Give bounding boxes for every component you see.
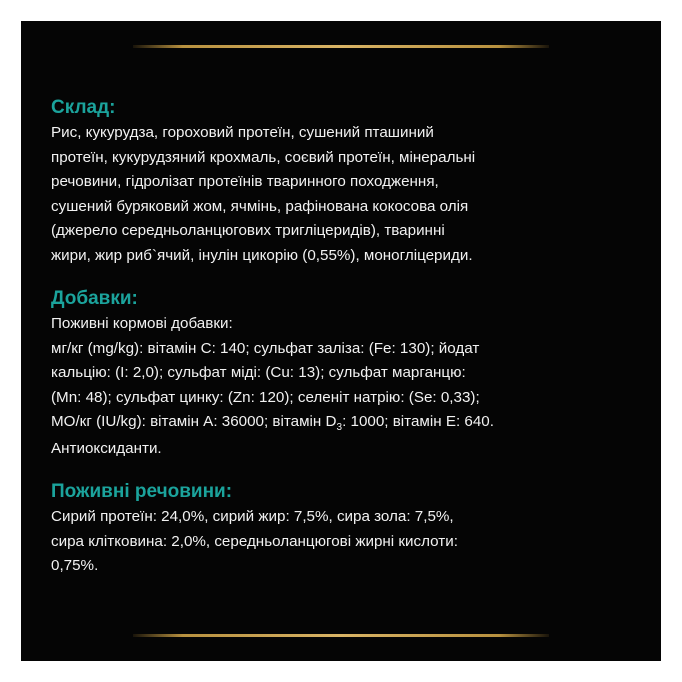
nutrients-title: Поживні речовини: [51, 481, 233, 502]
composition-line: (джерело середньоланцюгових тригліцеридів), тваринні [51, 222, 445, 239]
composition-line: Рис, кукурудза, гороховий протеїн, сушений пташиний [51, 124, 434, 141]
vitamins-text-start: МО/кг (IU/kg): вітамін А: 36000; вітамін D [51, 413, 337, 430]
nutrients-line: Сирий протеїн: 24,0%, сирий жир: 7,5%, сира зола: 7,5%, [51, 508, 454, 525]
vitamins-text-end: : 1000; вітамін Е: 640. [342, 413, 494, 430]
additives-text [51, 312, 621, 461]
additives-title: Добавки: [51, 288, 138, 309]
composition-line: протеїн, кукурудзяний крохмаль, соєвий протеїн, мінеральні [51, 148, 476, 166]
composition-text [51, 121, 621, 268]
composition-line: речовини, гідролізат протеїнів тваринного походження, [51, 173, 439, 190]
additives-line: кальцію: (I: 2,0); сульфат міді: (Cu: 13); сульфат марганцю: [51, 364, 466, 381]
composition-line: жири, жир риб`ячий, інулін цикорію (0,55%), моногліцериди. [51, 246, 473, 264]
additives-line: мг/кг (mg/kg): вітамін С: 140; сульфат заліза: (Fe: 130); йодат [51, 339, 480, 357]
additives-line: Антиоксиданти. [51, 439, 162, 457]
label-content [51, 95, 621, 579]
composition-section [51, 95, 621, 268]
nutrients-line: сира клітковина: 2,0%, середньоланцюгові жирні кислоти: [51, 532, 458, 550]
additives-line: (Mn: 48); сульфат цинку: (Zn: 120); селеніт натрію: (Se: 0,33); [51, 388, 480, 406]
bottom-gold-divider [133, 634, 549, 637]
additives-line: Поживні кормові добавки: [51, 315, 233, 332]
nutrients-line: 0,75%. [51, 557, 99, 574]
composition-title: Склад: [51, 97, 116, 118]
top-gold-divider [133, 45, 549, 48]
composition-line: сушений буряковий жом, ячмінь, рафінована кокосова олія [51, 197, 469, 215]
additives-section [51, 286, 621, 461]
additives-line-vitamins [51, 410, 621, 437]
vitamin-d-subscript: 3 [336, 422, 343, 433]
label-panel [21, 21, 661, 661]
nutrients-section [51, 479, 621, 579]
nutrients-text [51, 505, 621, 579]
